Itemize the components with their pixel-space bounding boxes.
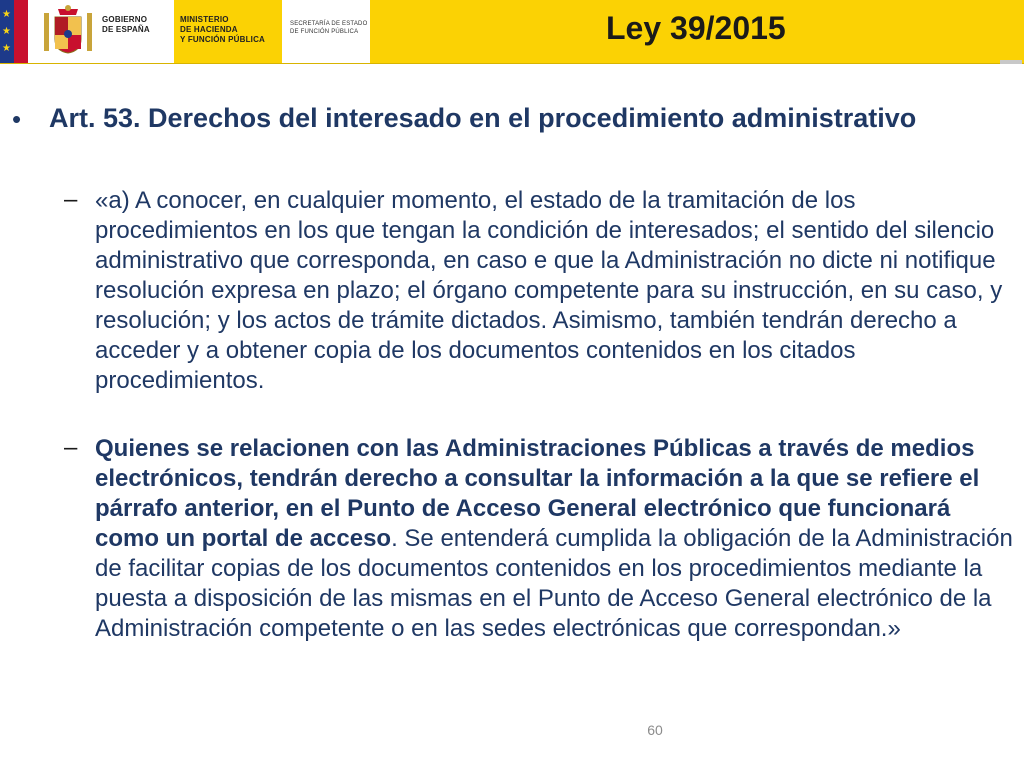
- gobierno-label: GOBIERNO DE ESPAÑA: [102, 15, 150, 34]
- secretaria-label: SECRETARÍA DE ESTADO DE FUNCIÓN PÚBLICA: [290, 21, 368, 35]
- paragraph-item-2-bold: Quienes se relacionen con las Administraciones Públicas a través de medios electrónicos, tendrán derecho a consultar la información a la que se refiere el párrafo anterior, en el Punto de Acceso General electrónico que funcionará como un portal de acceso: [95, 435, 980, 552]
- page-number: 60: [647, 722, 663, 738]
- government-logo-block: [28, 0, 370, 63]
- article-heading: Art. 53. Derechos del interesado en el procedimiento administrativo: [49, 103, 917, 133]
- paragraph-item-2: [95, 434, 1015, 644]
- paragraph-item-2-rest: . Se entenderá cumplida la obligación de la Administración de facilitar copias de los documentos contenidos en los procedimientos mediante la puesta a disposición de las mismas en el Punto de Acceso General electrónico de la Administración competente o en las sedes electrónicas que correspondan.»: [95, 525, 1013, 642]
- ministerio-box: [174, 0, 282, 63]
- corner-mark: [1000, 60, 1022, 64]
- dash-icon: –: [64, 434, 78, 461]
- red-strip: [14, 0, 28, 63]
- bullet-icon: •: [12, 104, 22, 134]
- eu-flag-strip: [0, 0, 14, 63]
- slide-title: Ley 39/2015: [606, 10, 786, 46]
- coat-of-arms-icon: [40, 3, 96, 59]
- header-band: [0, 0, 1024, 64]
- dash-icon: –: [64, 186, 78, 213]
- star-icon: ★: [2, 43, 11, 54]
- ministerio-label: MINISTERIO DE HACIENDA Y FUNCIÓN PÚBLICA: [180, 15, 266, 44]
- star-icon: ★: [2, 9, 11, 20]
- paragraph-item-1: «a) A conocer, en cualquier momento, el estado de la tramitación de los procedimientos en los que tengan la condición de interesados; el sentido del silencio administrativo que corresponda, en caso e que la Administración no dicte ni notifique resolución expresa en plazo; el órgano competente para su instrucción, en su caso, y resolución; y los actos de trámite dictados. Asimismo, también tendrán derecho a acceder y a obtener copia de los documentos contenidos en los citados procedimientos.: [95, 187, 1003, 394]
- star-icon: ★: [2, 26, 11, 37]
